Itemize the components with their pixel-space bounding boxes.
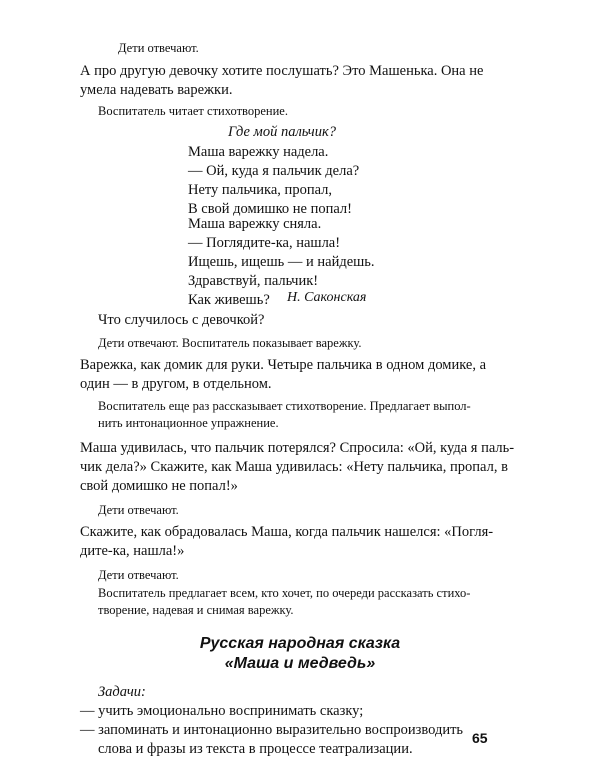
paragraph-masha-surprised: Маша удивилась, что пальчик потерялся? Спросила: «Ой, куда я паль- чик дела?» Скажите, как Маша удивилась: «Нету пальчика, пропал, в свой домишко не попал!» [80,440,515,494]
paragraph-teacher-offers: Воспитатель предлагает всем, кто хочет, по очереди рассказать стихо- творение, надевая и снимая варежку. [98,586,471,617]
paragraph-children-answer-3: Дети отвечают. [98,503,179,517]
poem-title: Где мой пальчик? [228,124,337,140]
poem-author: Н. Саконская [287,290,367,305]
paragraph-masha-glad: Скажите, как обрадовалась Маша, когда пальчик нашелся: «Погля- дите-ка, нашла!» [80,524,494,559]
paragraph-children-answer-4: Дети отвечают. [98,568,179,582]
paragraph-question: Что случилось с девочкой? [98,312,265,328]
paragraph-teacher-retells: Воспитатель еще раз рассказывает стихотворение. Предлагает выпол- нить интонационное упражнение. [98,399,471,430]
paragraph-children-answer-2: Дети отвечают. Воспитатель показывает варежку. [98,336,362,350]
paragraph-teacher-reads: Воспитатель читает стихотворение. [98,104,288,118]
poem-stanza-2: Маша варежку сняла. — Поглядите-ка, нашла! Ищешь, ищешь — и найдешь. Здравствуй, пальчик! Как живешь? [188,216,375,308]
section-title: Русская народная сказка «Маша и медведь» [199,635,401,672]
paragraph-children-answer-1: Дети отвечают. [118,41,199,55]
paragraph-mitten-house: Варежка, как домик для руки. Четыре пальчика в одном домике, а один — в другом, в отдельном. [80,357,487,392]
paragraph-another-girl: А про другую девочку хотите послушать? Это Машенька. Она не умела надевать варежки. [80,63,484,98]
task-item: — учить эмоционально воспринимать сказку; [80,703,364,719]
page-number: 65 [472,730,488,746]
task-item: — запоминать и интонационно выразительно воспроизводить [80,722,464,738]
poem-stanza-1: Маша варежку надела. — Ой, куда я пальчик дела? Нету пальчика, пропал, В свой домишко не попал! [188,144,360,217]
tasks-label: Задачи: [98,684,146,700]
tasks-list [80,702,500,759]
task-item-continuation: слова и фразы из текста в процессе театрализации. [98,741,413,757]
